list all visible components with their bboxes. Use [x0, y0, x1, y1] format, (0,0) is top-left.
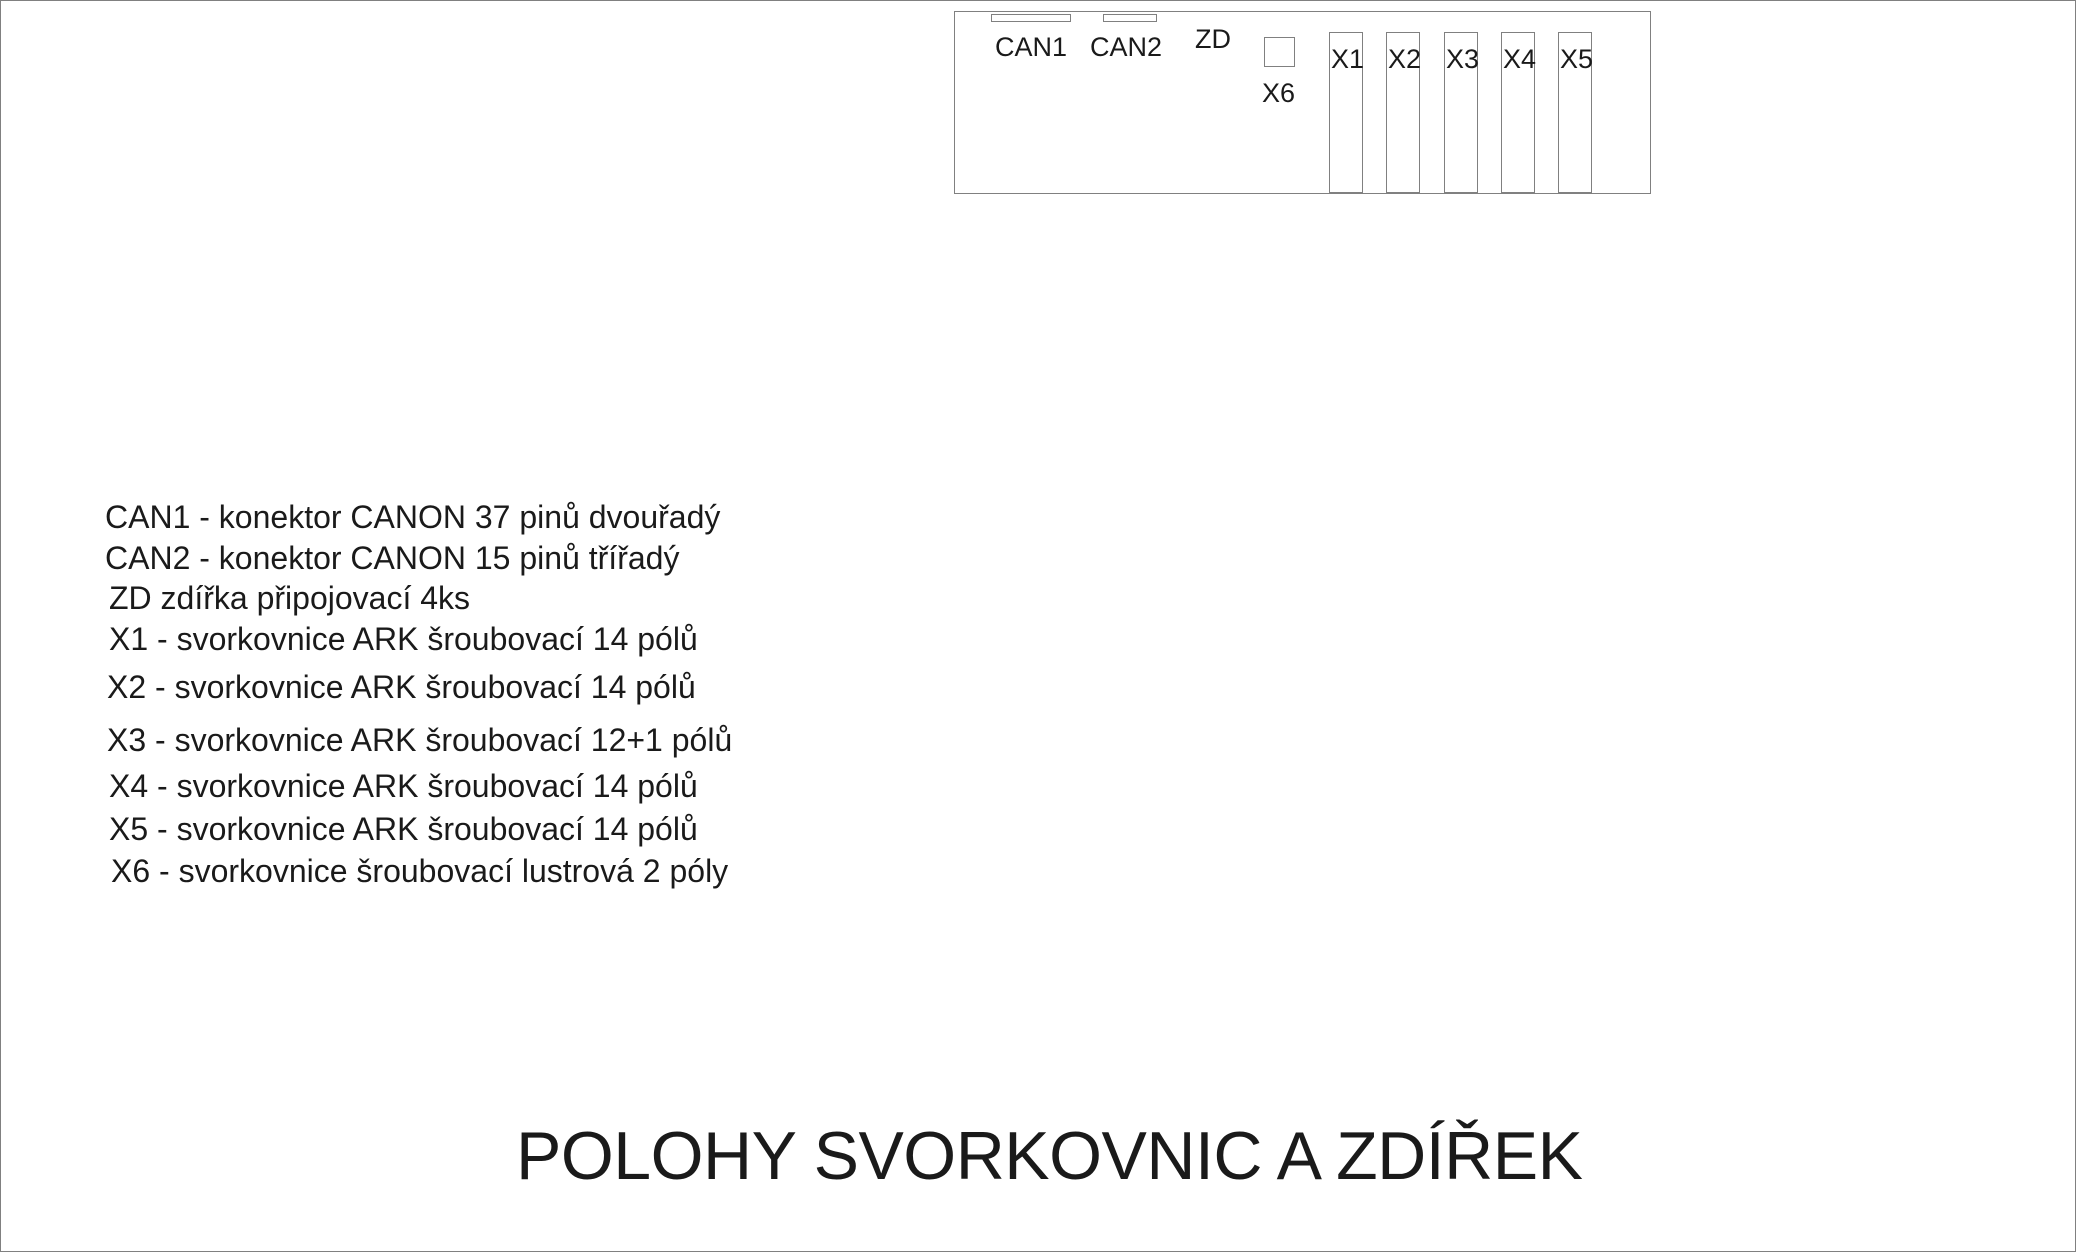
x5-label: X5 [1560, 44, 1594, 74]
can2-connector [1103, 14, 1157, 22]
legend-line-zd: ZD zdířka připojovací 4ks [109, 580, 471, 616]
zd-label: ZD [1195, 24, 1231, 54]
legend-line-x3: X3 - svorkovnice ARK šroubovací 12+1 pólů [107, 722, 733, 758]
diagram-title: POLOHY SVORKOVNIC A ZDÍŘEK [516, 1118, 1583, 1194]
x3-label: X3 [1446, 44, 1480, 74]
x4-label: X4 [1503, 44, 1537, 74]
can1-label: CAN1 [995, 32, 1068, 62]
legend-line-can1: CAN1 - konektor CANON 37 pinů dvouřadý [105, 499, 721, 535]
x2-label: X2 [1388, 44, 1422, 74]
legend-line-x1: X1 - svorkovnice ARK šroubovací 14 pólů [109, 621, 698, 657]
x6-label: X6 [1262, 78, 1296, 108]
x1-label: X1 [1331, 44, 1365, 74]
x6-terminal [1264, 37, 1295, 67]
legend-line-x4: X4 - svorkovnice ARK šroubovací 14 pólů [109, 768, 698, 804]
board-outline [954, 11, 1651, 194]
can2-label: CAN2 [1090, 32, 1163, 62]
can1-connector [991, 14, 1071, 22]
legend-line-x6: X6 - svorkovnice šroubovací lustrová 2 póly [111, 853, 729, 889]
legend-line-x5: X5 - svorkovnice ARK šroubovací 14 pólů [109, 811, 698, 847]
legend-line-can2: CAN2 - konektor CANON 15 pinů třířadý [105, 540, 680, 576]
legend-line-x2: X2 - svorkovnice ARK šroubovací 14 pólů [107, 669, 696, 705]
